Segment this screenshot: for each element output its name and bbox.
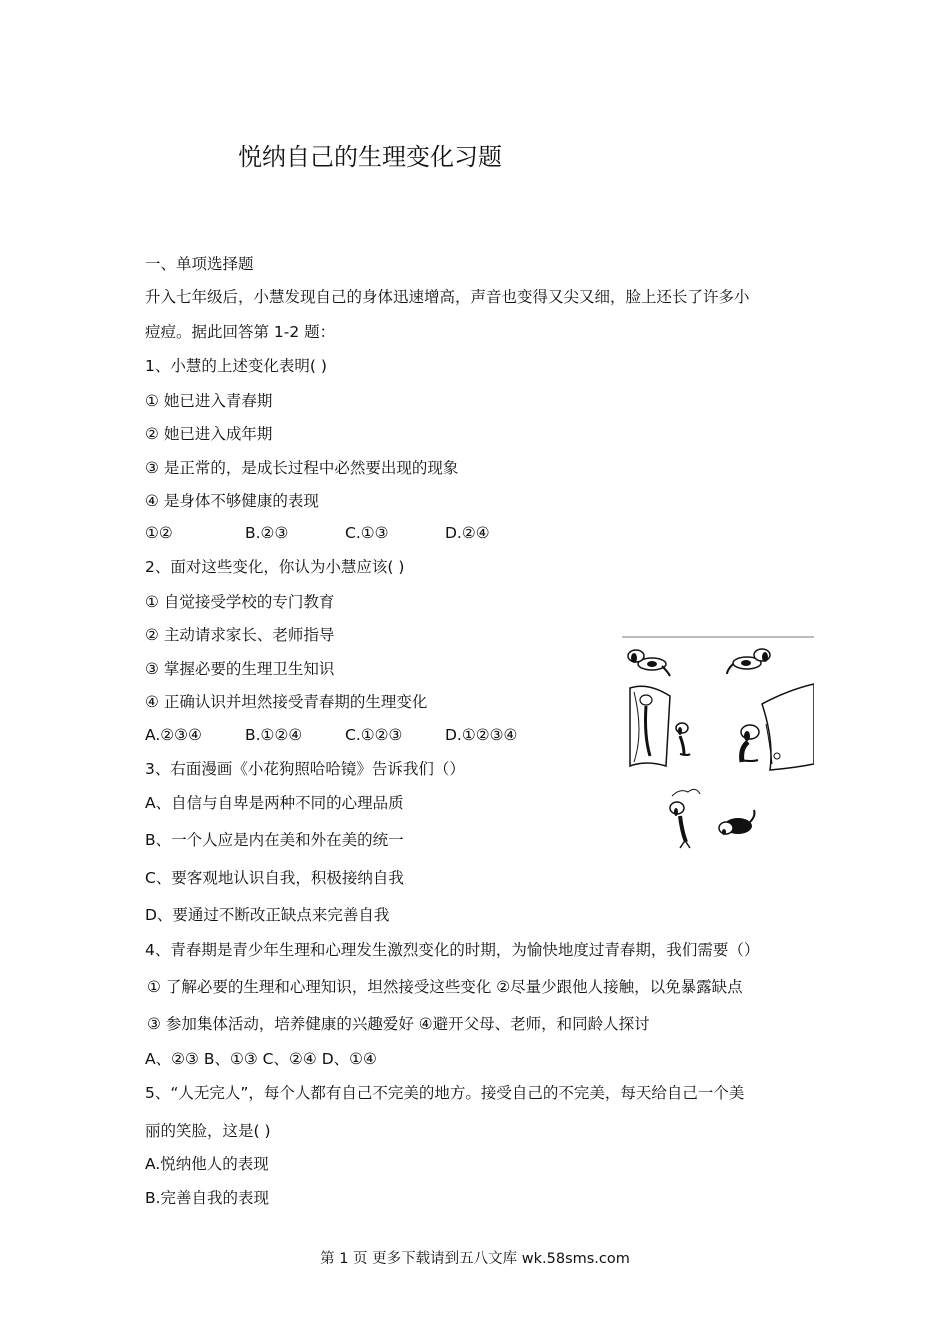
- q2-item: ② 主动请求家长、老师指导: [145, 626, 335, 644]
- q2-options: [145, 728, 517, 744]
- q5-stem-line-2: 丽的笑脸，这是( ): [145, 1122, 271, 1140]
- q2-option: A.②③④: [145, 726, 202, 744]
- q5-stem-line-1: 5、“人无完人”，每个人都有自己不完美的地方。接受自己的不完美，每天给自己一个美: [145, 1084, 745, 1102]
- q3-option: B、一个人应是内在美和外在美的统一: [145, 831, 404, 849]
- q2-stem: 2、面对这些变化，你认为小慧应该( ): [145, 558, 405, 576]
- funhouse-mirror: [630, 686, 670, 766]
- q5-option: A.悦纳他人的表现: [145, 1155, 269, 1173]
- section-heading: 一、单项选择题: [145, 255, 254, 273]
- page-title: 悦纳自己的生理变化习题: [238, 143, 502, 171]
- dog-icon: [740, 725, 759, 762]
- q2-item: ① 自觉接受学校的专门教育: [145, 593, 335, 611]
- dog-icon: [727, 649, 770, 674]
- q1-option: D.②④: [445, 524, 490, 542]
- intro-line-1: 升入七年级后，小慧发现自己的身体迅速增高，声音也变得又尖又细，脸上还长了许多小: [145, 288, 750, 306]
- q4-item: ③ 参加集体活动，培养健康的兴趣爱好 ④避开父母、老师，和同龄人探讨: [147, 1015, 650, 1033]
- q1-item: ④ 是身体不够健康的表现: [145, 492, 319, 510]
- q2-item: ④ 正确认识并坦然接受青春期的生理变化: [145, 693, 428, 711]
- q3-option: C、要客观地认识自我，积极接纳自我: [145, 869, 404, 887]
- dog-icon: [670, 789, 700, 848]
- q1-options: [145, 526, 490, 542]
- q5-option: B.完善自我的表现: [145, 1189, 270, 1207]
- q3-option: D、要通过不断改正缺点来完善自我: [145, 906, 390, 924]
- q1-stem: 1、小慧的上述变化表明( ): [145, 357, 327, 375]
- q1-item: ② 她已进入成年期: [145, 425, 273, 443]
- q2-option: C.①②③: [345, 726, 403, 744]
- page-footer: 第 1 页 更多下载请到五八文库 wk.58sms.com: [320, 1251, 630, 1267]
- dog-icon: [719, 810, 755, 835]
- q1-item: ③ 是正常的，是成长过程中必然要出现的现象: [145, 459, 459, 477]
- funhouse-mirror: [762, 684, 814, 770]
- q3-stem: 3、右面漫画《小花狗照哈哈镜》告诉我们（）: [145, 760, 465, 778]
- q4-item: ① 了解必要的生理和心理知识，坦然接受这些变化 ②尽量少跟他人接触，以免暴露缺点: [147, 978, 743, 996]
- q1-item: ① 她已进入青春期: [145, 392, 273, 410]
- q1-option: C.①③: [345, 524, 389, 542]
- q4-stem: 4、青春期是青少年生理和心理发生激烈变化的时期，为愉快地度过青春期，我们需要（）: [145, 941, 760, 959]
- intro-line-2: 痘痘。据此回答第 1-2 题：: [145, 323, 336, 341]
- q1-option: ①②: [145, 524, 173, 542]
- q1-option: B.②③: [245, 524, 289, 542]
- q2-option: B.①②④: [245, 726, 303, 744]
- q2-option: D.①②③④: [445, 726, 518, 744]
- q3-option: A、自信与自卑是两种不同的心理品质: [145, 794, 404, 812]
- dog-icon: [628, 650, 670, 676]
- dog-icon: [676, 723, 690, 755]
- dog-mirror-cartoon: [622, 636, 814, 854]
- q2-item: ③ 掌握必要的生理卫生知识: [145, 660, 335, 678]
- q4-options: A、②③ B、①③ C、②④ D、①④: [145, 1050, 377, 1068]
